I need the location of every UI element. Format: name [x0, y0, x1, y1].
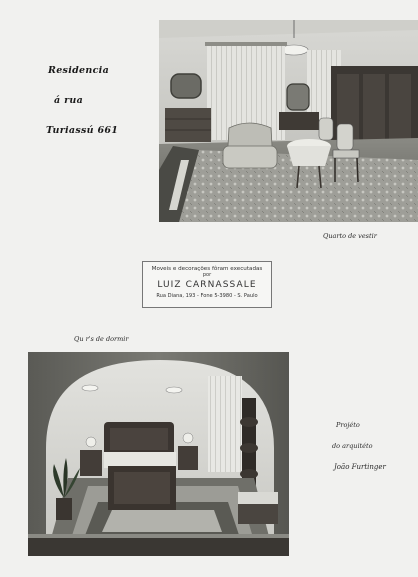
- title-line-1: Residencia: [48, 65, 110, 76]
- ad-line-1: Moveis e decorações fôram executadas: [151, 266, 263, 272]
- ad-line-2: por: [202, 272, 212, 278]
- bedroom-caption: Qu r's de dormir: [74, 335, 129, 343]
- credits: [332, 415, 404, 478]
- dressing-room-caption: Quarto de vestir: [323, 232, 377, 240]
- credits-line-1: Projéto: [336, 421, 360, 429]
- advertisement-box: [142, 261, 272, 308]
- credits-line-2: do arquitéto: [332, 442, 373, 450]
- bedroom-illustration: [28, 352, 289, 556]
- page-title: [44, 56, 144, 146]
- ad-company-name: LUIZ CARNASSALE: [157, 280, 257, 290]
- architect-name: João Furtinger: [334, 463, 386, 471]
- bedroom-photo: [28, 352, 289, 556]
- title-line-3: Turiassú 661: [46, 125, 119, 136]
- title-line-2: á rua: [54, 95, 84, 106]
- dressing-room-illustration: [159, 20, 418, 222]
- dressing-room-photo: [159, 20, 418, 222]
- ad-address: Rua Diana, 193 - Fone 5-3980 - S. Paulo: [156, 293, 258, 299]
